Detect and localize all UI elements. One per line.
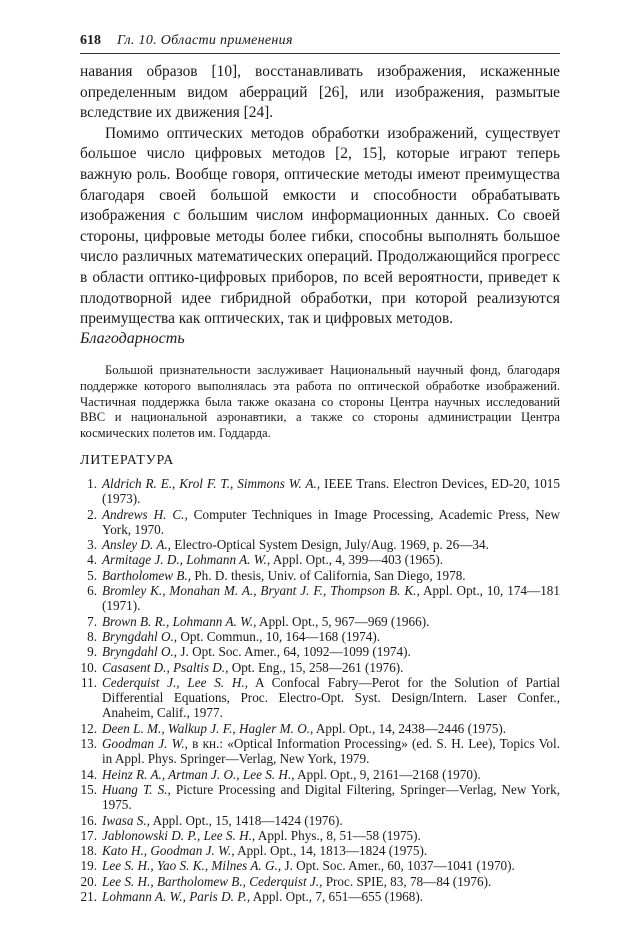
reference-item	[80, 782, 560, 813]
reference-number: 2.	[87, 506, 97, 522]
reference-source: Appl. Opt., 7, 651—655 (1968).	[250, 889, 424, 905]
reference-source: Appl. Opt., 9, 2161—2168 (1970).	[294, 766, 481, 782]
reference-item	[80, 889, 560, 904]
reference-item	[80, 537, 560, 552]
reference-source: Appl. Opt., 14, 2438—2446 (1975).	[313, 720, 507, 736]
reference-item	[80, 858, 560, 873]
reference-source: Appl. Phys., 8, 51—58 (1975).	[255, 827, 421, 843]
reference-source: Ph. D. thesis, Univ. of California, San Diego, 1978.	[191, 567, 466, 583]
reference-list	[80, 476, 560, 904]
header-rule	[80, 53, 560, 54]
reference-number: 18.	[80, 843, 97, 859]
reference-source: A Confocal Fabry—Perot for the Solution of Partial Differential Equations, Proc. Electro-Opt. Syst. Design/Intern. Laser Confer., Anaheim, Calif., 1977.	[102, 674, 561, 721]
paragraph: навания образов [10], восстанавливать изображения, искаженные определенным видом аберраций [26], или изображения, размытые вследствие их движения [24].	[80, 63, 560, 122]
reference-authors: Heinz R. A., Artman J. O., Lee S. H.,	[102, 766, 295, 782]
reference-authors: Casasent D., Psaltis D.,	[102, 659, 229, 675]
reference-authors: Ansley D. A.,	[102, 537, 171, 553]
reference-item	[80, 507, 560, 538]
reference-number: 5.	[87, 567, 97, 583]
reference-source: Computer Techniques in Image Processing, Academic Press, New York, 1970.	[102, 506, 560, 537]
reference-item	[80, 629, 560, 644]
reference-item	[80, 675, 560, 721]
reference-source: IEEE Trans. Electron Devices, ED-20, 1015 (1973).	[102, 476, 560, 507]
reference-authors: Jablonowski D. P., Lee S. H.,	[102, 827, 256, 843]
reference-source: Appl. Opt., 5, 967—969 (1966).	[256, 613, 430, 629]
reference-authors: Aldrich R. E., Krol F. T., Simmons W. A.,	[102, 476, 321, 491]
references-heading: ЛИТЕРАТУРА	[80, 453, 175, 468]
reference-number: 6.	[87, 583, 97, 599]
reference-item	[80, 843, 560, 858]
reference-source: Appl. Opt., 10, 174—181 (1971).	[102, 583, 560, 614]
reference-authors: Bromley K., Monahan M. A., Bryant J. F., Thompson B. K.,	[102, 583, 420, 599]
reference-source: Appl. Opt., 14, 1813—1824 (1975).	[234, 843, 428, 859]
reference-authors: Brown B. R., Lohmann A. W.,	[102, 613, 257, 629]
reference-source: Appl. Opt., 15, 1418—1424 (1976).	[150, 812, 343, 828]
reference-item	[80, 767, 560, 782]
reference-number: 1.	[87, 476, 97, 491]
reference-item	[80, 614, 560, 629]
main-text	[80, 62, 560, 330]
reference-source: Appl. Opt., 4, 399—403 (1965).	[270, 552, 444, 568]
reference-number: 17.	[80, 827, 97, 843]
reference-number: 4.	[87, 552, 97, 568]
acknowledgement-heading: Благодарность	[80, 330, 185, 347]
reference-authors: Lee S. H., Yao S. K., Milnes A. G.,	[102, 858, 282, 874]
reference-authors: Andrews H. C.,	[102, 506, 188, 522]
reference-item	[80, 552, 560, 567]
reference-number: 13.	[80, 736, 97, 752]
reference-authors: Huang T. S.,	[102, 781, 171, 797]
reference-authors: Armitage J. D., Lohmann A. W.,	[102, 552, 271, 568]
paragraph: Помимо оптических методов обработки изображений, существует большое число цифровых методов [2, 15], которые играют теперь важную роль. Вообще говоря, оптические методы имеют преимущества благодаря своей большой емкости и способности обрабатывать изображения с большим числом информационных данных. Со своей стороны, цифровые методы более гибки, способны выполнять большое число различных математических операций. Продолжающийся прогресс в области оптико-цифровых приборов, по всей вероятности, приведет к плодотворной идее гибридной обработки, при которой реализуются преимущества как оптических, так и цифровых методов.	[80, 124, 560, 328]
reference-number: 15.	[80, 781, 97, 797]
reference-authors: Bryngdahl O.,	[102, 628, 178, 644]
reference-authors: Bartholomew B.,	[102, 567, 192, 583]
reference-item	[80, 568, 560, 583]
reference-source: J. Opt. Soc. Amer., 64, 1092—1099 (1974).	[177, 644, 411, 660]
reference-source: Proc. SPIE, 83, 78—84 (1976).	[322, 873, 492, 889]
running-head	[80, 33, 560, 49]
reference-item	[80, 476, 560, 507]
reference-number: 16.	[80, 812, 97, 828]
reference-authors: Lee S. H., Bartholomew B., Cederquist J.,	[102, 873, 323, 889]
acknowledgement-text: Большой признательности заслуживает Национальный научный фонд, благодаря поддержке которого выполнялась эта работа по оптической обработке изображений. Частичная поддержка была также оказана со стороны Центра научных исследований ВВС и национальной аэронавтики, а также со стороны администрации Центра космических полетов им. Годдарда.	[80, 363, 560, 441]
reference-item	[80, 583, 560, 614]
reference-number: 12.	[80, 720, 97, 736]
reference-number: 21.	[80, 889, 97, 905]
reference-number: 19.	[80, 858, 97, 874]
reference-authors: Goodman J. W.,	[102, 736, 188, 752]
reference-item	[80, 660, 560, 675]
reference-number: 7.	[87, 613, 97, 629]
reference-number: 11.	[81, 674, 97, 690]
chapter-title: Гл. 10. Области применения	[117, 33, 293, 48]
reference-item	[80, 644, 560, 659]
reference-item	[80, 813, 560, 828]
reference-item	[80, 721, 560, 736]
reference-source: Opt. Eng., 15, 258—261 (1976).	[228, 659, 404, 675]
page-number: 618	[80, 33, 101, 48]
reference-item	[80, 828, 560, 843]
reference-source: Opt. Commun., 10, 164—168 (1974).	[177, 628, 381, 644]
reference-authors: Deen L. M., Walkup J. F., Hagler M. O.,	[102, 720, 314, 736]
reference-source: J. Opt. Soc. Amer., 60, 1037—1041 (1970).	[281, 858, 515, 874]
reference-item	[80, 874, 560, 889]
reference-number: 14.	[80, 766, 97, 782]
reference-source: Electro-Optical System Design, July/Aug. 1969, p. 26—34.	[170, 537, 489, 553]
reference-number: 9.	[87, 644, 97, 660]
reference-authors: Bryngdahl O.,	[102, 644, 178, 660]
reference-number: 8.	[87, 628, 97, 644]
reference-number: 20.	[80, 873, 97, 889]
reference-number: 10.	[80, 659, 97, 675]
reference-authors: Kato H., Goodman J. W.,	[102, 843, 235, 859]
reference-source: в кн.: «Optical Information Processing» (ed. S. H. Lee), Topics Vol. in Appl. Phys. Springer—Verlag, New York, 1979.	[102, 736, 560, 767]
reference-authors: Cederquist J., Lee S. H.,	[102, 674, 248, 690]
reference-number: 3.	[87, 537, 97, 553]
reference-authors: Lohmann A. W., Paris D. P.,	[102, 889, 251, 905]
reference-item	[80, 736, 560, 767]
reference-authors: Iwasa S.,	[102, 812, 150, 828]
reference-source: Picture Processing and Digital Filtering, Springer—Verlag, New York, 1975.	[102, 781, 560, 813]
